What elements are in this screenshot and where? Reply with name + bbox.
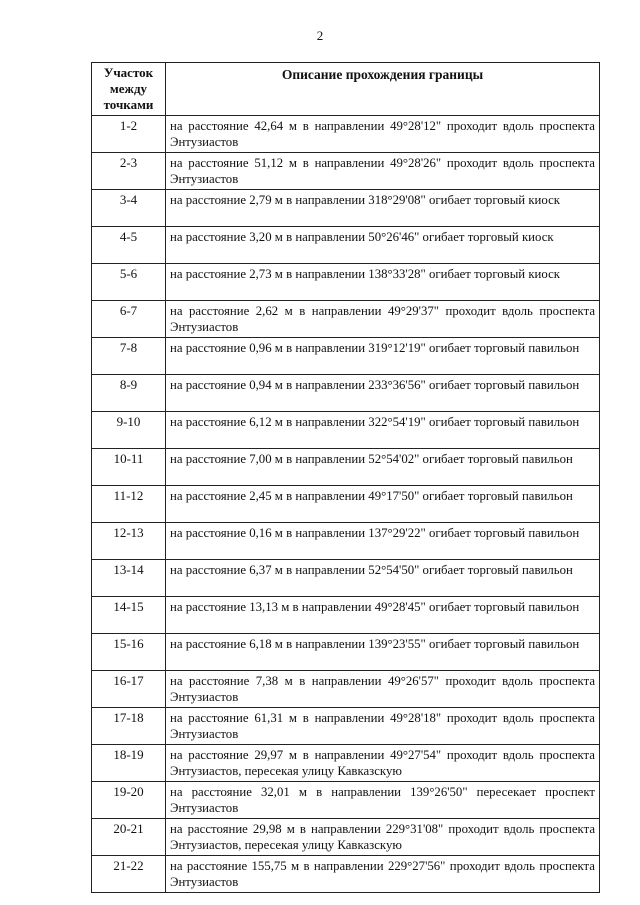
segment-cell: 4-5: [92, 227, 166, 264]
table-row: [92, 153, 600, 190]
description-cell: на расстояние 29,98 м в направлении 229°31'08" проходит вдоль проспекта Энтузиастов, пересекая улицу Кавказскую: [166, 819, 600, 856]
table-row: [92, 301, 600, 338]
segment-column-header: [92, 63, 166, 116]
table-row: [92, 116, 600, 153]
boundary-table: [91, 62, 600, 893]
table-row: [92, 449, 600, 486]
description-cell: на расстояние 42,64 м в направлении 49°28'12" проходит вдоль проспекта Энтузиастов: [166, 116, 600, 153]
segment-cell: 16-17: [92, 671, 166, 708]
segment-cell: 19-20: [92, 782, 166, 819]
description-cell: на расстояние 3,20 м в направлении 50°26'46" огибает торговый киоск: [166, 227, 600, 264]
segment-cell: 6-7: [92, 301, 166, 338]
table-row: [92, 375, 600, 412]
segment-cell: 7-8: [92, 338, 166, 375]
table-row: [92, 708, 600, 745]
table-row: [92, 856, 600, 893]
segment-cell: 12-13: [92, 523, 166, 560]
table-row: [92, 597, 600, 634]
segment-cell: 11-12: [92, 486, 166, 523]
description-cell: на расстояние 0,96 м в направлении 319°12'19" огибает торговый павильон: [166, 338, 600, 375]
table-body: [92, 116, 600, 893]
segment-cell: 9-10: [92, 412, 166, 449]
segment-cell: 14-15: [92, 597, 166, 634]
segment-cell: 3-4: [92, 190, 166, 227]
table-row: [92, 782, 600, 819]
table-row: [92, 412, 600, 449]
segment-cell: 2-3: [92, 153, 166, 190]
description-cell: на расстояние 61,31 м в направлении 49°28'18" проходит вдоль проспекта Энтузиастов: [166, 708, 600, 745]
table-header-row: [92, 63, 600, 116]
segment-header-line: между: [109, 81, 148, 96]
segment-cell: 1-2: [92, 116, 166, 153]
table-row: [92, 634, 600, 671]
description-cell: на расстояние 29,97 м в направлении 49°27'54" проходит вдоль проспекта Энтузиастов, пересекая улицу Кавказскую: [166, 745, 600, 782]
description-cell: на расстояние 2,45 м в направлении 49°17'50" огибает торговый павильон: [166, 486, 600, 523]
segment-header-line: точками: [103, 97, 154, 112]
description-cell: на расстояние 7,00 м в направлении 52°54'02" огибает торговый павильон: [166, 449, 600, 486]
description-cell: на расстояние 6,37 м в направлении 52°54'50" огибает торговый павильон: [166, 560, 600, 597]
description-cell: на расстояние 155,75 м в направлении 229°27'56" проходит вдоль проспекта Энтузиастов: [166, 856, 600, 893]
segment-header-line: Участок: [103, 65, 154, 80]
segment-cell: 20-21: [92, 819, 166, 856]
segment-cell: 18-19: [92, 745, 166, 782]
segment-cell: 21-22: [92, 856, 166, 893]
description-column-header: Описание прохождения границы: [166, 63, 600, 116]
description-cell: на расстояние 6,12 м в направлении 322°54'19" огибает торговый павильон: [166, 412, 600, 449]
description-cell: на расстояние 13,13 м в направлении 49°28'45" огибает торговый павильон: [166, 597, 600, 634]
table-row: [92, 264, 600, 301]
description-cell: на расстояние 6,18 м в направлении 139°23'55" огибает торговый павильон: [166, 634, 600, 671]
page-number: 2: [316, 28, 324, 43]
segment-cell: 15-16: [92, 634, 166, 671]
table-row: [92, 560, 600, 597]
table-row: [92, 190, 600, 227]
table-row: [92, 486, 600, 523]
description-cell: на расстояние 32,01 м в направлении 139°26'50" пересекает проспект Энтузиастов: [166, 782, 600, 819]
segment-cell: 5-6: [92, 264, 166, 301]
description-cell: на расстояние 7,38 м в направлении 49°26'57" проходит вдоль проспекта Энтузиастов: [166, 671, 600, 708]
segment-cell: 13-14: [92, 560, 166, 597]
description-cell: на расстояние 2,62 м в направлении 49°29'37" проходит вдоль проспекта Энтузиастов: [166, 301, 600, 338]
description-cell: на расстояние 2,73 м в направлении 138°33'28" огибает торговый киоск: [166, 264, 600, 301]
segment-cell: 10-11: [92, 449, 166, 486]
description-cell: на расстояние 51,12 м в направлении 49°28'26" проходит вдоль проспекта Энтузиастов: [166, 153, 600, 190]
table-row: [92, 523, 600, 560]
description-cell: на расстояние 0,94 м в направлении 233°36'56" огибает торговый павильон: [166, 375, 600, 412]
table-row: [92, 819, 600, 856]
table-row: [92, 745, 600, 782]
table-row: [92, 227, 600, 264]
table-row: [92, 671, 600, 708]
description-cell: на расстояние 0,16 м в направлении 137°29'22" огибает торговый павильон: [166, 523, 600, 560]
segment-cell: 17-18: [92, 708, 166, 745]
description-cell: на расстояние 2,79 м в направлении 318°29'08" огибает торговый киоск: [166, 190, 600, 227]
segment-cell: 8-9: [92, 375, 166, 412]
table-row: [92, 338, 600, 375]
